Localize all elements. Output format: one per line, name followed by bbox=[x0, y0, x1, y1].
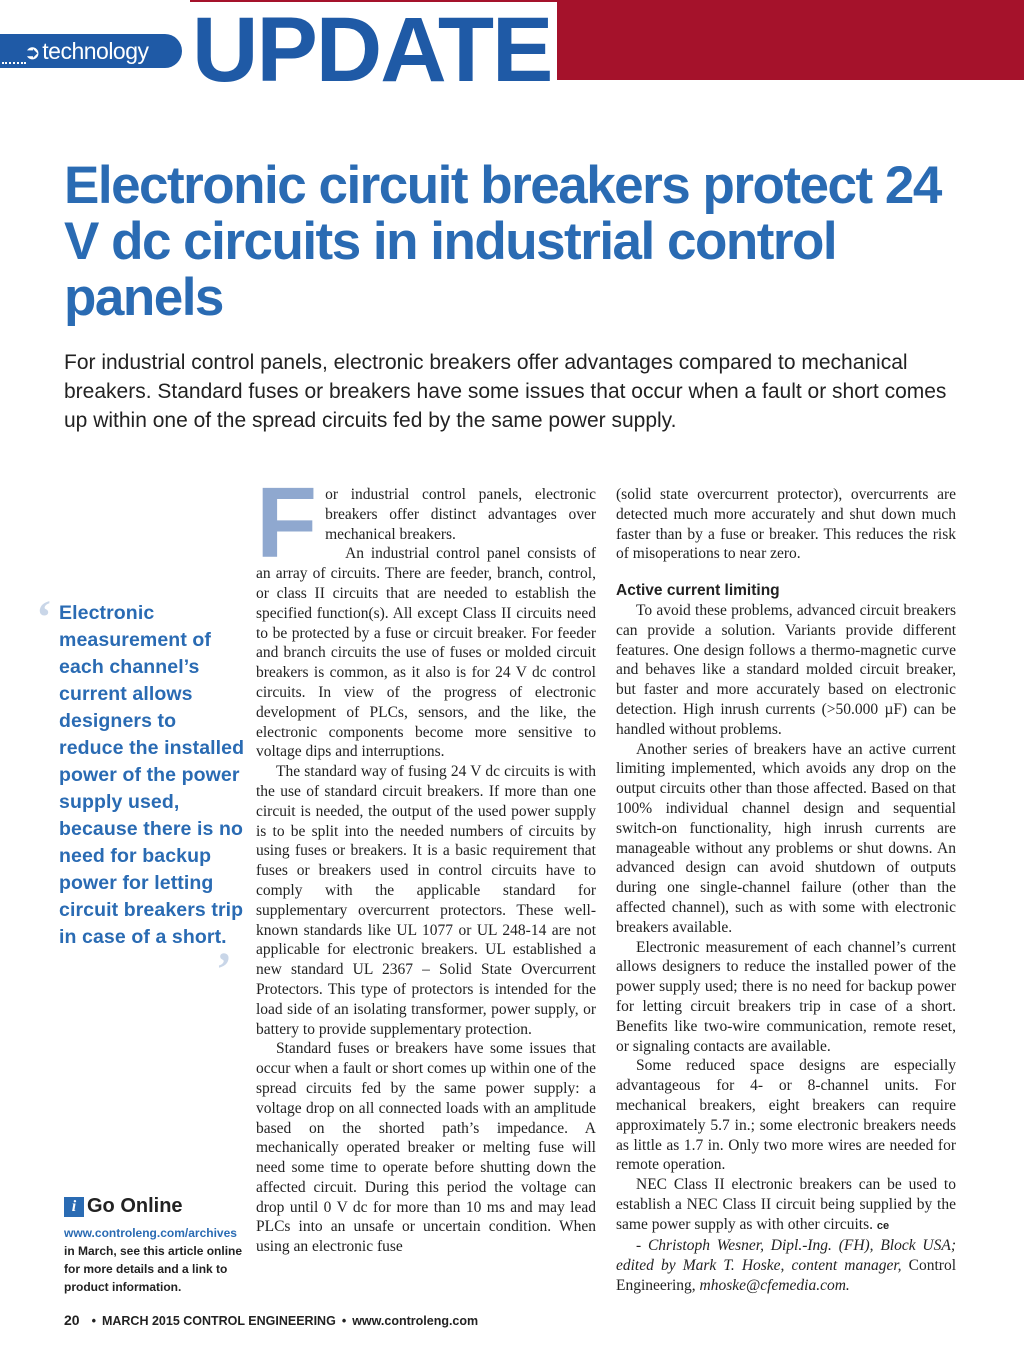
pull-quote-text: Electronic measurement of each channel’s current allows designers to reduce the installed power of the power supply used, because there is no need for backup power for letting circuit breakers trip in case of a short. bbox=[59, 602, 245, 948]
section-label: technology bbox=[42, 38, 149, 64]
footer-url[interactable]: www.controleng.com bbox=[352, 1314, 479, 1328]
update-title-text: UPDATE bbox=[186, 2, 557, 84]
page-number: 20 bbox=[64, 1312, 80, 1328]
article-column-1 bbox=[256, 467, 596, 1257]
close-quote-icon: ’ bbox=[216, 943, 232, 996]
footer-issue: MARCH 2015 CONTROL ENGINEERING bbox=[101, 1314, 336, 1328]
byline-publication: Control Engineering, bbox=[616, 1257, 957, 1295]
subheading: Active current limiting bbox=[616, 582, 780, 600]
paragraph: To avoid these problems, advanced circuit breakers can provide a solution. Variants provide different features. One design follows a thermo-magnetic curve and behaves like a standard molded circuit breaker, but faster and more accurately based on electronic detection. High inrush currents (>50.000 µF) can be handled without problems. bbox=[616, 601, 956, 738]
byline-text: - Christoph Wesner, Dipl.-Ing. (FH), Block USA; edited by Mark T. Hoske, content manager, bbox=[616, 1237, 956, 1275]
byline-email[interactable]: mhoske@cfemedia.com. bbox=[699, 1277, 850, 1295]
paragraph: Some reduced space designs are especially advantageous for 4- or 8-channel units. For mechanical breakers, eight breakers can require approximately 5.7 in.; some electronic breakers needs as little as 1.7 in. Only two more wires are needed for remote operation. bbox=[616, 1057, 956, 1174]
byline bbox=[616, 1236, 956, 1295]
paragraph: Another series of breakers have an active current limiting implemented, which avoids any drop on the output circuits other than those affected. Based on that 100% individual channel design and sequential switch-on functionality, high inrush currents are manageable without any problems or shut downs. An advanced design can avoid shutdown of outputs during one single-channel failure (other than the affected channel), such as with some with electronic breakers available. bbox=[616, 740, 956, 936]
paragraph: (solid state overcurrent protector), overcurrents are detected much more accurately and shut down much faster than by a fuse or breaker. This reduces the risk of misoperations to near zero. bbox=[616, 486, 956, 563]
go-online-note: in March, see this article online for more details and a link to product information. bbox=[64, 1244, 243, 1294]
section-tab[interactable] bbox=[0, 34, 182, 68]
article-column-2 bbox=[616, 485, 956, 1296]
footer-bullet: • bbox=[341, 1314, 347, 1328]
info-icon: i bbox=[64, 1197, 84, 1217]
footer-bullet: • bbox=[91, 1314, 96, 1328]
open-quote-icon: ‘ bbox=[36, 591, 52, 644]
arrow-icon: ➲ bbox=[24, 42, 41, 64]
pull-quote bbox=[36, 591, 246, 996]
update-title bbox=[186, 2, 557, 94]
paragraph: Standard fuses or breakers have some issues that occur when a fault or short comes up within one of the spread circuits fed by the same power supply: a voltage drop on all connected loads with an amplitude based on the shorted path’s impedance. A mechanically operated breaker or melting fuse will need some time to operate before shutting down the affected circuit. During this period the voltage can drop until 0 V dc for more than 10 ms and may lead PLCs into an unsafe or uncertain condition. When using an electronic fuse bbox=[256, 1040, 596, 1256]
end-mark: ce bbox=[876, 1219, 890, 1232]
page-footer bbox=[64, 1312, 478, 1328]
go-online-label: Go Online bbox=[87, 1195, 183, 1217]
paragraph: or industrial control panels, electronic breakers offer distinct advantages over mechanical breakers. bbox=[325, 486, 596, 543]
last-paragraph bbox=[616, 1175, 956, 1236]
headline: Electronic circuit breakers protect 24 V dc circuits in industrial control panels bbox=[64, 156, 941, 327]
go-online-title bbox=[64, 1194, 244, 1218]
drop-cap: F bbox=[256, 467, 318, 579]
dotted-rule bbox=[2, 62, 26, 64]
paragraph: The standard way of fusing 24 V dc circuits is with the use of standard circuit breakers. If more than one circuit is needed, the output of the used power supply is to be split into the needed numbers of circuits by using fuses or breakers. It is a basic requirement that fuses or breakers used in control circuits have to comply with the applicable standard for supplementary overcurrent protectors. These well-known standards like UL 1077 or UL 248-14 are not applicable for electronic breakers. UL established a new standard UL 2367 – Solid State Overcurrent Protectors. This type of protectors is intended for the load side of an isolating transformer, power supply, or battery to provide supplementary protection. bbox=[256, 763, 596, 1038]
deck: For industrial control panels, electronic breakers offer advantages compared to mechanical breakers. Standard fuses or breakers have some issues that occur when a fault or short comes up within one of the spread circuits fed by the same power supply. bbox=[64, 351, 947, 432]
go-online-link[interactable]: www.controleng.com/archives bbox=[64, 1226, 237, 1240]
go-online-box bbox=[64, 1194, 244, 1296]
paragraph-text: NEC Class II electronic breakers can be used to establish a NEC Class II circuit being supplied by the same power supply as with other circuits. bbox=[616, 1176, 956, 1233]
paragraph: Electronic measurement of each channel’s current allows designers to reduce the installed power of the power supply used; there is no need for backup power for letting circuit breakers trip in case of a short. Benefits like two-wire communication, remote reset, or signaling contacts are available. bbox=[616, 938, 956, 1055]
paragraph: An industrial control panel consists of an array of circuits. There are feeder, branch, control, or class II circuits that are needed to establish the specified function(s). All except Class II circuits need to be protected by a fuse or circuit breaker. For feeder and branch circuits the use of fuses or molded circuit breakers is common, as it also is for 24 V dc control circuits. In view of the progress of electronic development of PLCs, sensors, and the like, the electronic components become more sensitive to voltage dips and interruptions. bbox=[256, 545, 596, 761]
